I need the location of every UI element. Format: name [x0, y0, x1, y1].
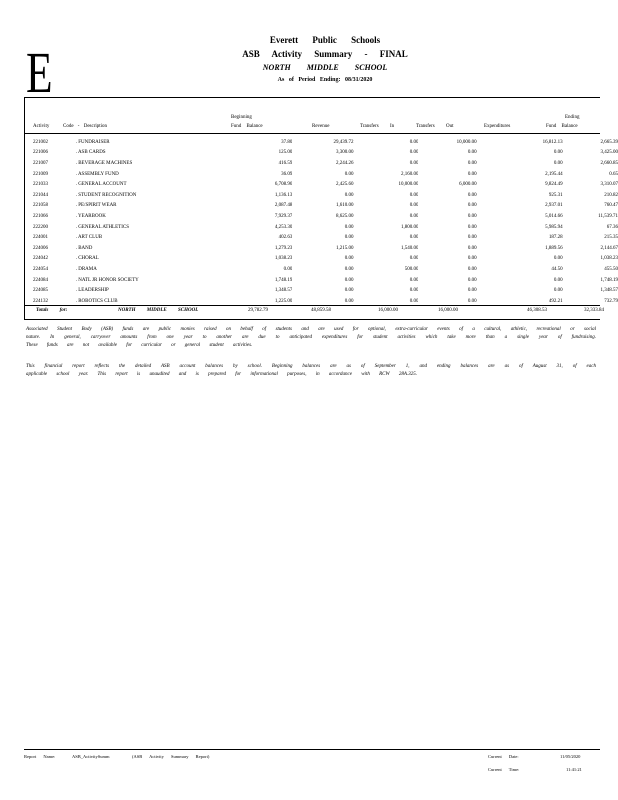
transfers-out: 0.00 [467, 288, 477, 294]
col-expenditures: Expenditures [484, 124, 511, 129]
ending-balance: 760.47 [604, 203, 618, 209]
transfers-out: 0.00 [467, 213, 477, 219]
expenditures: 925.31 [548, 192, 563, 198]
period-ending: As of Period Ending: 08/31/2020 [277, 77, 373, 83]
revenue: 3,300.00 [336, 150, 354, 156]
activity-code: 221007 [33, 160, 48, 166]
ending-balance: 1,748.19 [600, 277, 618, 283]
revenue: 1,610.00 [336, 203, 354, 209]
activity-description: . GENERAL ATHLETICS [75, 224, 130, 230]
activity-description: . ASSEMBLY FUND [75, 171, 119, 177]
beginning-balance: 7,929.37 [274, 213, 293, 219]
activity-code: 221033 [33, 182, 48, 188]
transfers-in: 0.00 [409, 277, 419, 283]
footer-report-label: Report Name: [24, 754, 56, 759]
revenue: 0.00 [344, 256, 354, 262]
table-row [33, 201, 618, 212]
district-logo-letter: E [26, 40, 53, 105]
expenditures: 0.00 [553, 288, 563, 294]
beginning-balance: 1,225.00 [274, 298, 293, 304]
ending-balance: 210.82 [604, 192, 618, 198]
activity-description: . GENERAL ACCOUNT [75, 182, 127, 188]
revenue: 2,244.26 [336, 160, 354, 166]
activity-code: 221006 [33, 150, 48, 156]
revenue: 0.00 [344, 171, 354, 177]
beginning-balance: 6,708.96 [274, 182, 293, 188]
table-row [33, 264, 618, 275]
totals-ending: 32,333.84 [584, 308, 604, 313]
footer-date-label: Current Date: [488, 754, 519, 759]
activity-description: . ART CLUB [75, 235, 103, 241]
table-bottom-rule [24, 319, 600, 320]
totals-transfers-out: 16,000.00 [438, 308, 458, 313]
activity-code: 224132 [33, 298, 48, 304]
activity-description: . BEVERAGE MACHINES [75, 160, 133, 166]
footer-report-name: ASB_ActivitySumm [72, 754, 110, 759]
col-activity: Activity [33, 124, 50, 129]
totals-school: NORTH MIDDLE SCHOOL [118, 308, 199, 313]
col-ending-bottom: Fund Balance [546, 124, 578, 129]
revenue: 0.00 [344, 298, 354, 304]
col-transfers-out: Transfers Out [416, 124, 454, 129]
transfers-in: 0.00 [409, 235, 419, 241]
footer-date-value: 11/05/2020 [560, 754, 581, 759]
transfers-in: 0.00 [409, 213, 419, 219]
transfers-out: 0.00 [467, 192, 477, 198]
totals-revenue: 48,859.58 [311, 308, 331, 313]
activity-description: . NATL JR HONOR SOCIETY [75, 277, 139, 283]
revenue: 2,425.60 [336, 182, 354, 188]
transfers-in: 1,800.00 [400, 224, 419, 230]
activity-code: 224084 [33, 277, 48, 283]
revenue: 1,215.00 [336, 245, 354, 251]
beginning-balance: 416.59 [278, 160, 293, 166]
transfers-in: 0.00 [409, 203, 419, 209]
activity-code: 224006 [33, 245, 48, 251]
transfers-out: 0.00 [467, 171, 477, 177]
transfers-in: 0.00 [409, 150, 419, 156]
activity-description: . DRAMA [75, 266, 97, 272]
footer-time-value: 11:41:21 [566, 767, 582, 772]
ending-balance: 0.65 [609, 171, 618, 177]
beginning-balance: 37.80 [281, 139, 293, 145]
expenditures: 2,195.44 [545, 171, 563, 177]
col-code-description: Code - Description [63, 124, 108, 129]
transfers-out: 0.00 [467, 160, 477, 166]
footer-report-desc: (ASB Activity Summary Report) [132, 754, 210, 759]
transfers-out: 0.00 [467, 298, 477, 304]
transfers-in: 10,000.00 [398, 182, 419, 188]
transfers-out: 0.00 [467, 256, 477, 262]
activity-code: 221044 [33, 192, 48, 198]
col-beginning-top: Beginning [231, 115, 252, 120]
table-row [33, 222, 618, 233]
transfers-in: 0.00 [409, 288, 419, 294]
ending-balance: 11,539.71 [598, 213, 618, 219]
beginning-balance: 1,348.57 [274, 288, 293, 294]
totals-row [36, 308, 67, 313]
column-header-rule [24, 133, 600, 134]
beginning-balance: 1,038.23 [274, 256, 293, 262]
ending-balance: 2,660.85 [600, 160, 618, 166]
activity-description: . YEARBOOK [75, 213, 106, 219]
transfers-in: 0.00 [409, 298, 419, 304]
table-row [33, 232, 618, 243]
expenditures: 44.50 [551, 266, 563, 272]
district-name: Everett Public Schools [269, 35, 381, 45]
activity-code: 224001 [33, 235, 48, 241]
beginning-balance: 4,253.30 [274, 224, 293, 230]
col-beginning-bottom: Fund Balance [231, 124, 263, 129]
expenditures: 0.00 [553, 256, 563, 262]
revenue: 0.00 [344, 288, 354, 294]
transfers-out: 0.00 [467, 224, 477, 230]
transfers-out: 0.00 [467, 203, 477, 209]
transfers-in: 0.00 [409, 192, 419, 198]
transfers-out: 0.00 [467, 150, 477, 156]
activity-description: . ASB CARDS [75, 150, 106, 156]
table-row [33, 243, 618, 254]
ending-balance: 1,348.57 [600, 288, 618, 294]
activity-description: . FUNDRAISER [75, 139, 110, 145]
activity-code: 224042 [33, 256, 48, 262]
expenditures: 0.00 [553, 277, 563, 283]
revenue: 0.00 [344, 224, 354, 230]
activity-code: 221066 [33, 213, 48, 219]
beginning-balance: 402.63 [278, 235, 293, 241]
activity-code: 221002 [33, 139, 48, 145]
activity-description: . CHORAL [75, 256, 99, 262]
activity-description: . PE/SPIRIT WEAR [75, 203, 117, 209]
activity-code: 222200 [33, 224, 48, 230]
totals-transfers-in: 16,000.00 [378, 308, 398, 313]
revenue: 0.00 [344, 277, 354, 283]
table-row [33, 148, 618, 159]
expenditures: 1,889.56 [545, 245, 563, 251]
footer-time-label: Current Time: [488, 767, 520, 772]
transfers-in: 2,160.00 [400, 171, 419, 177]
transfers-in: 0.00 [409, 139, 419, 145]
expenditures: 492.21 [548, 298, 563, 304]
activity-code: 224054 [33, 266, 48, 272]
table-row [33, 285, 618, 296]
table-row [33, 179, 618, 190]
totals-school-wrap [118, 308, 198, 313]
totals-beginning: 29,782.79 [248, 308, 268, 313]
col-revenue: Revenue [312, 124, 330, 129]
notes-paragraph-1: Associated Student Body (ASB) funds are public monies raised on behalf of students and are used for optional, extra-curricular events of a cultural, athletic, recreational or social nature. In general, carryover amounts from one year to another are due to anticipated expenditures for student activities which take more than a single year of fundraising. These funds are not available for curricular or general student activities. [26, 327, 596, 348]
activity-description: . ROBOTICS CLUB [75, 298, 118, 304]
ending-balance: 455.50 [604, 266, 618, 272]
activity-description: . STUDENT RECOGNITION [75, 192, 137, 198]
expenditures: 16,812.13 [542, 139, 563, 145]
table-row [33, 190, 618, 201]
left-rule [24, 97, 25, 319]
expenditures: 5,985.94 [545, 224, 563, 230]
activity-rows [33, 137, 618, 307]
revenue: 29,439.72 [333, 139, 354, 145]
ending-balance: 1,038.23 [600, 256, 618, 262]
expenditures: 0.00 [553, 150, 563, 156]
expenditures: 5,014.66 [545, 213, 563, 219]
beginning-balance: 0.00 [283, 266, 293, 272]
activity-code: 224085 [33, 288, 48, 294]
table-row [33, 169, 618, 180]
ending-balance: 732.79 [604, 298, 618, 304]
activity-code: 221009 [33, 171, 48, 177]
ending-balance: 2,144.67 [600, 245, 618, 251]
school-name: NORTH MIDDLE SCHOOL [262, 63, 388, 72]
totals-rule [24, 305, 600, 306]
transfers-out: 0.00 [467, 277, 477, 283]
transfers-in: 1,540.00 [400, 245, 419, 251]
activity-description: . LEADERSHIP [75, 288, 109, 294]
beginning-balance: 1,136.13 [274, 192, 293, 198]
beginning-balance: 2,087.48 [274, 203, 293, 209]
transfers-in: 0.00 [409, 256, 419, 262]
transfers-out: 0.00 [467, 245, 477, 251]
beginning-balance: 1,279.23 [274, 245, 293, 251]
ending-balance: 3,310.07 [600, 182, 618, 188]
activity-description: . BAND [75, 245, 93, 251]
transfers-in: 500.00 [404, 266, 419, 272]
beginning-balance: 1,748.19 [274, 277, 293, 283]
footer-rule [24, 749, 600, 750]
transfers-out: 10,000.00 [456, 139, 477, 145]
ending-balance: 3,425.00 [600, 150, 618, 156]
col-ending-top: Ending [565, 115, 580, 120]
table-row [33, 211, 618, 222]
ending-balance: 67.36 [606, 224, 618, 230]
expenditures: 2,937.01 [545, 203, 563, 209]
table-row [33, 158, 618, 169]
activity-table [33, 137, 618, 307]
revenue: 0.00 [344, 192, 354, 198]
totals-expenditures: 46,308.53 [527, 308, 547, 313]
table-row [33, 254, 618, 265]
expenditures: 0.00 [553, 160, 563, 166]
transfers-out: 0.00 [467, 266, 477, 272]
notes-paragraph-2: This financial report reflects the detailed ASB account balances by school. Beginning balances are as of September 1, and ending balances are as of August 31, of each applicable school year. This report is unaudited and is prepared for informational purposes, in accordance with RCW 28A.325. [26, 364, 596, 377]
header-rule [24, 97, 600, 98]
expenditures: 9,824.49 [545, 182, 563, 188]
transfers-out: 6,000.00 [459, 182, 477, 188]
report-title: ASB Activity Summary - FINAL [242, 49, 408, 59]
table-row [33, 275, 618, 286]
beginning-balance: 36.09 [281, 171, 293, 177]
expenditures: 187.28 [548, 235, 563, 241]
transfers-out: 0.00 [467, 235, 477, 241]
revenue: 8,625.00 [336, 213, 354, 219]
activity-code: 221058 [33, 203, 48, 209]
totals-label: Totals for: [36, 308, 68, 313]
ending-balance: 215.35 [604, 235, 618, 241]
transfers-in: 0.00 [409, 160, 419, 166]
table-row [33, 137, 618, 148]
revenue: 0.00 [344, 235, 354, 241]
col-transfers-in: Transfers In [360, 124, 395, 129]
revenue: 0.00 [344, 266, 354, 272]
ending-balance: 2,665.39 [600, 139, 618, 145]
beginning-balance: 125.00 [278, 150, 293, 156]
